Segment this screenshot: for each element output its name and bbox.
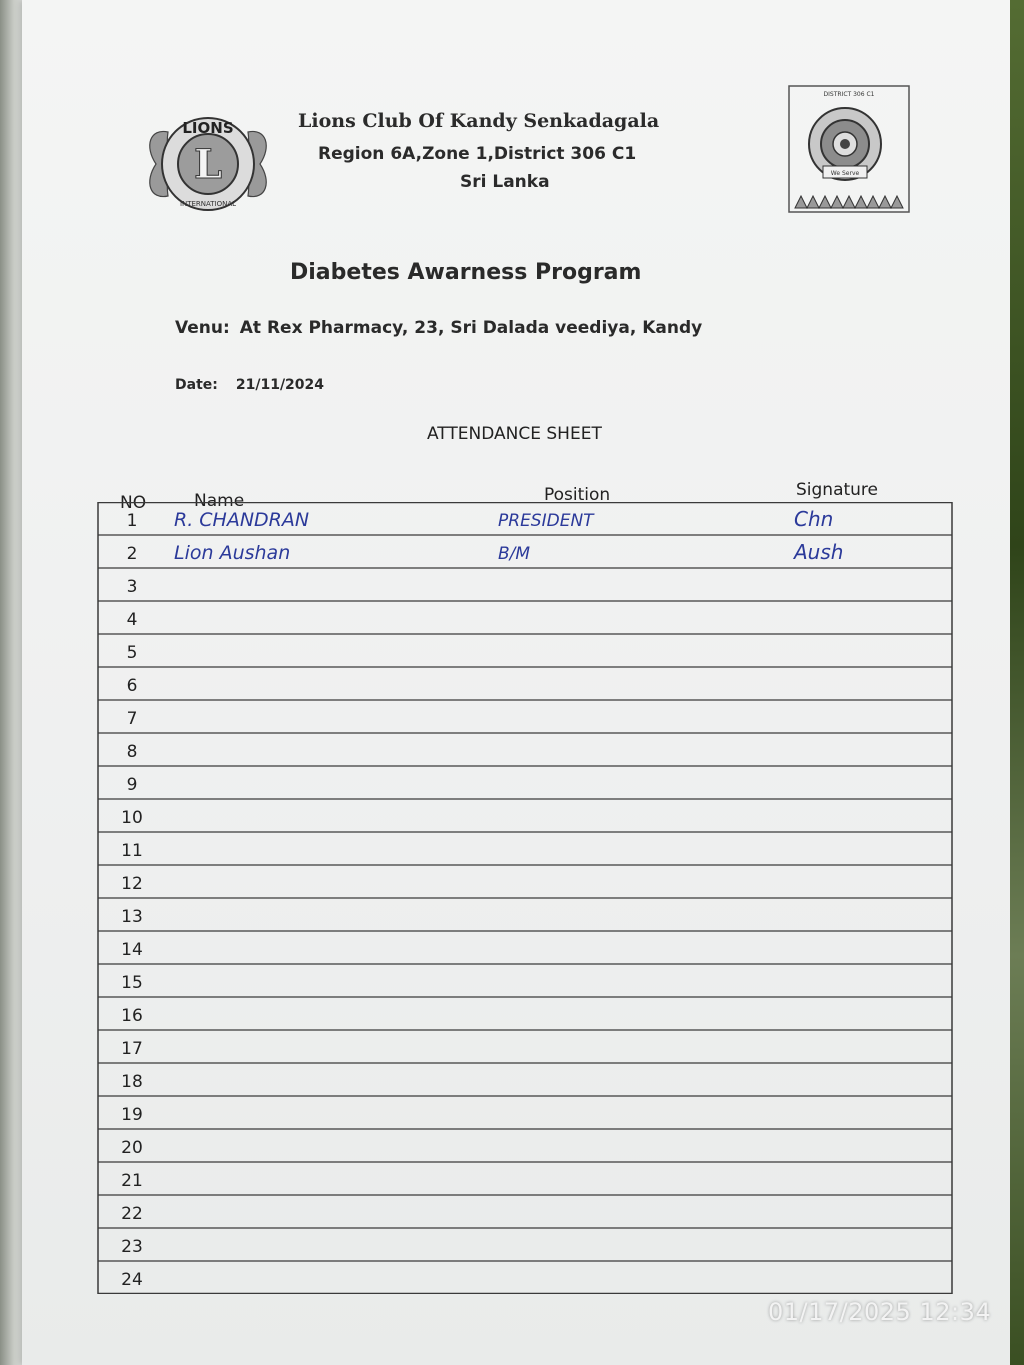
table-row — [121, 1039, 143, 1059]
table-row — [121, 808, 143, 828]
table-row — [121, 973, 143, 993]
country-line: Sri Lanka — [460, 172, 550, 192]
column-header-no: NO — [120, 493, 147, 513]
row-number: 15 — [121, 972, 143, 993]
table-row — [127, 775, 138, 795]
date-value: 21/11/2024 — [235, 377, 325, 393]
row-number: 1 — [126, 510, 138, 531]
date-label: Date: — [175, 377, 218, 393]
row-number: 21 — [121, 1170, 143, 1191]
table-row — [121, 1270, 143, 1290]
table-row — [127, 643, 138, 663]
venue-label: Venu: — [175, 318, 230, 338]
sheet-title: ATTENDANCE SHEET — [427, 424, 602, 444]
logo-bottom-text: INTERNATIONAL — [179, 200, 237, 208]
row-number: 17 — [121, 1038, 143, 1059]
row-number: 7 — [126, 708, 138, 729]
table-row — [121, 1204, 143, 1224]
region-line: Region 6A,Zone 1,District 306 C1 — [318, 144, 637, 164]
row-number: 9 — [126, 774, 138, 795]
table-row — [121, 907, 143, 927]
table-row — [121, 874, 143, 894]
district-logo-motto: We Serve — [830, 170, 860, 177]
row-number: 16 — [121, 1005, 143, 1026]
row-number: 14 — [121, 939, 143, 960]
program-title: Diabetes Awarness Program — [290, 260, 642, 285]
row-number: 20 — [121, 1137, 143, 1158]
logo-letter: L — [193, 141, 223, 188]
row-number: 23 — [121, 1236, 143, 1257]
row-name: Lion Aushan — [174, 541, 291, 564]
row-number: 3 — [126, 576, 138, 597]
row-number: 22 — [121, 1203, 143, 1224]
row-number: 8 — [126, 741, 138, 762]
row-number: 2 — [126, 543, 138, 564]
attendance-grid — [88, 502, 954, 1294]
row-signature: Aush — [794, 539, 844, 564]
row-number: 13 — [121, 906, 143, 927]
table-row — [127, 540, 844, 564]
photo-timestamp: 01/17/2025 12:34 — [768, 1298, 992, 1326]
district-logo-top-text: DISTRICT 306 C1 — [823, 91, 875, 98]
date-line — [175, 377, 324, 393]
row-position: B/M — [498, 543, 531, 564]
table-row — [121, 1006, 143, 1026]
lions-international-logo — [138, 106, 278, 222]
table-row — [121, 841, 143, 861]
row-signature: Chn — [794, 506, 834, 531]
venue-value: At Rex Pharmacy, 23, Sri Dalada veediya, Kandy — [239, 318, 703, 338]
table-row — [127, 507, 834, 531]
table-row — [127, 742, 138, 762]
row-number: 18 — [121, 1071, 143, 1092]
row-position: PRESIDENT — [498, 510, 594, 531]
district-logo — [787, 84, 911, 214]
table-row — [127, 676, 138, 696]
logo-top-text: LIONS — [182, 119, 234, 137]
table-row — [121, 940, 143, 960]
table-row — [121, 1072, 143, 1092]
row-number: 11 — [121, 840, 143, 861]
row-number: 5 — [126, 642, 138, 663]
background-foliage — [1010, 0, 1024, 1365]
row-number: 4 — [126, 609, 138, 630]
row-number: 6 — [126, 675, 138, 696]
row-number: 12 — [121, 873, 143, 894]
row-number: 24 — [121, 1269, 143, 1290]
row-number: 19 — [121, 1104, 143, 1125]
organization-name: Lions Club Of Kandy Senkadagala — [298, 110, 660, 132]
row-name: R. CHANDRAN — [174, 508, 310, 531]
column-header-name: Name — [194, 491, 245, 511]
column-header-signature: Signature — [796, 480, 879, 500]
table-row — [121, 1171, 143, 1191]
venue-line — [175, 318, 702, 338]
row-number: 10 — [121, 807, 143, 828]
table-row — [127, 709, 138, 729]
table-row — [121, 1105, 143, 1125]
table-row — [121, 1138, 143, 1158]
attendance-table — [88, 502, 954, 1294]
table-row — [121, 1237, 143, 1257]
table-row — [127, 577, 138, 597]
table-row — [127, 610, 138, 630]
column-header-position: Position — [544, 485, 611, 505]
